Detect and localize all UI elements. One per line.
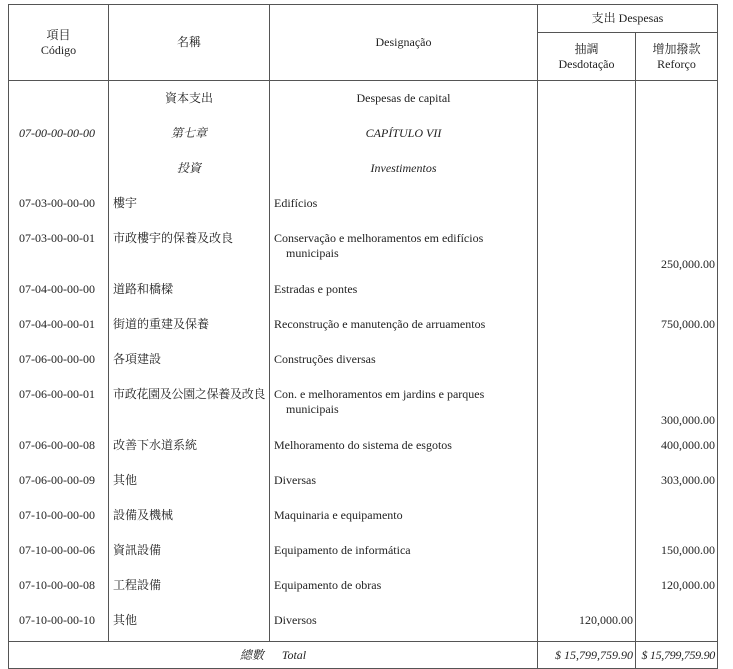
row-name: 樓宇 bbox=[109, 189, 270, 224]
row-designation: Equipamento de obras bbox=[270, 571, 538, 606]
row-name: 工程設備 bbox=[109, 571, 270, 606]
row-name: 市政花園及公園之保養及改良 bbox=[109, 380, 270, 431]
row-code: 07-10-00-00-00 bbox=[9, 501, 109, 536]
row-deduction bbox=[538, 310, 636, 345]
table-row bbox=[9, 536, 718, 571]
reinforce-cell bbox=[636, 119, 718, 154]
section-row-chapter bbox=[9, 119, 718, 154]
row-reinforce: 750,000.00 bbox=[636, 310, 718, 345]
row-designation: Melhoramento do sistema de esgotos bbox=[270, 431, 538, 466]
table-row bbox=[9, 345, 718, 380]
row-deduction: 120,000.00 bbox=[538, 606, 636, 642]
row-deduction bbox=[538, 431, 636, 466]
row-reinforce bbox=[636, 501, 718, 536]
table-row bbox=[9, 275, 718, 310]
row-code: 07-06-00-00-01 bbox=[9, 380, 109, 431]
row-code: 07-06-00-00-08 bbox=[9, 431, 109, 466]
row-name: 資訊設備 bbox=[109, 536, 270, 571]
header-code-pt: Código bbox=[40, 42, 77, 57]
row-code: 07-03-00-00-00 bbox=[9, 189, 109, 224]
row-reinforce: 120,000.00 bbox=[636, 571, 718, 606]
row-designation: Construções diversas bbox=[270, 345, 538, 380]
row-code: 07-10-00-00-06 bbox=[9, 536, 109, 571]
row-reinforce: 400,000.00 bbox=[636, 431, 718, 466]
total-deduction: $ 15,799,759.90 bbox=[538, 642, 636, 669]
deduction-cell bbox=[538, 81, 636, 120]
header-reinforce-zh: 增加撥款 bbox=[652, 41, 701, 56]
row-designation bbox=[270, 380, 538, 431]
section-name: 投資 bbox=[109, 154, 270, 189]
header-reinforce-pt: Reforço bbox=[657, 56, 696, 71]
row-designation: Edifícios bbox=[270, 189, 538, 224]
row-code: 07-10-00-00-08 bbox=[9, 571, 109, 606]
reinforce-cell bbox=[636, 81, 718, 120]
deduction-cell bbox=[538, 119, 636, 154]
section-name: 資本支出 bbox=[109, 81, 270, 120]
row-designation: Diversas bbox=[270, 466, 538, 501]
header-reinforce bbox=[636, 33, 718, 81]
section-designation: Despesas de capital bbox=[270, 81, 538, 120]
row-name: 道路和橋樑 bbox=[109, 275, 270, 310]
row-name: 市政樓宇的保養及改良 bbox=[109, 224, 270, 275]
row-reinforce: 303,000.00 bbox=[636, 466, 718, 501]
table-row bbox=[9, 380, 718, 431]
row-deduction bbox=[538, 189, 636, 224]
total-reinforce: $ 15,799,759.90 bbox=[636, 642, 718, 669]
row-designation-line2: municipais bbox=[286, 246, 339, 260]
row-name: 設備及機械 bbox=[109, 501, 270, 536]
section-row-investments bbox=[9, 154, 718, 189]
total-label-zh: 總數 bbox=[239, 647, 264, 662]
table-row bbox=[9, 189, 718, 224]
row-reinforce: 250,000.00 bbox=[636, 224, 718, 275]
table-row bbox=[9, 501, 718, 536]
section-code bbox=[9, 154, 109, 189]
header-name: 名稱 bbox=[109, 5, 270, 81]
row-name: 其他 bbox=[109, 606, 270, 642]
header-deduction bbox=[538, 33, 636, 81]
table-row bbox=[9, 466, 718, 501]
table-row bbox=[9, 431, 718, 466]
header-code bbox=[9, 5, 109, 81]
row-designation-line2: municipais bbox=[286, 402, 339, 416]
table-row bbox=[9, 606, 718, 642]
row-code: 07-06-00-00-00 bbox=[9, 345, 109, 380]
header-designation: Designação bbox=[270, 5, 538, 81]
deduction-cell bbox=[538, 154, 636, 189]
row-name: 街道的重建及保養 bbox=[109, 310, 270, 345]
row-name: 改善下水道系統 bbox=[109, 431, 270, 466]
header-deduction-zh: 抽調 bbox=[574, 41, 599, 56]
row-code: 07-03-00-00-01 bbox=[9, 224, 109, 275]
row-deduction bbox=[538, 571, 636, 606]
row-deduction bbox=[538, 345, 636, 380]
budget-table bbox=[8, 4, 718, 669]
row-designation-line1: Conservação e melhoramentos em edifícios bbox=[274, 231, 484, 245]
row-reinforce: 150,000.00 bbox=[636, 536, 718, 571]
header-deduction-pt: Desdotação bbox=[558, 56, 615, 71]
table-row bbox=[9, 224, 718, 275]
row-designation: Equipamento de informática bbox=[270, 536, 538, 571]
row-deduction bbox=[538, 466, 636, 501]
row-reinforce bbox=[636, 275, 718, 310]
section-designation: Investimentos bbox=[270, 154, 538, 189]
header-expenses-group: 支出 Despesas bbox=[538, 5, 718, 33]
row-reinforce: 300,000.00 bbox=[636, 380, 718, 431]
row-code: 07-04-00-00-01 bbox=[9, 310, 109, 345]
row-reinforce bbox=[636, 345, 718, 380]
row-name: 其他 bbox=[109, 466, 270, 501]
row-code: 07-10-00-00-10 bbox=[9, 606, 109, 642]
row-deduction bbox=[538, 275, 636, 310]
row-deduction bbox=[538, 224, 636, 275]
row-code: 07-06-00-00-09 bbox=[9, 466, 109, 501]
row-deduction bbox=[538, 380, 636, 431]
row-reinforce bbox=[636, 189, 718, 224]
section-designation: CAPÍTULO VII bbox=[270, 119, 538, 154]
row-deduction bbox=[538, 501, 636, 536]
section-code bbox=[9, 81, 109, 120]
row-designation: Reconstrução e manutenção de arruamentos bbox=[270, 310, 538, 345]
row-designation: Maquinaria e equipamento bbox=[270, 501, 538, 536]
section-name: 第七章 bbox=[109, 119, 270, 154]
row-designation: Estradas e pontes bbox=[270, 275, 538, 310]
row-designation bbox=[270, 224, 538, 275]
table-row bbox=[9, 310, 718, 345]
table-row bbox=[9, 571, 718, 606]
row-designation-line1: Con. e melhoramentos em jardins e parques bbox=[274, 387, 485, 401]
section-row-capital bbox=[9, 81, 718, 120]
row-name: 各項建設 bbox=[109, 345, 270, 380]
total-label-pt: Total bbox=[281, 647, 307, 662]
header-code-zh: 項目 bbox=[46, 27, 71, 42]
total-label bbox=[9, 642, 538, 669]
total-row bbox=[9, 642, 718, 669]
reinforce-cell bbox=[636, 154, 718, 189]
row-code: 07-04-00-00-00 bbox=[9, 275, 109, 310]
row-deduction bbox=[538, 536, 636, 571]
section-code: 07-00-00-00-00 bbox=[9, 119, 109, 154]
row-designation: Diversos bbox=[270, 606, 538, 642]
row-reinforce bbox=[636, 606, 718, 642]
